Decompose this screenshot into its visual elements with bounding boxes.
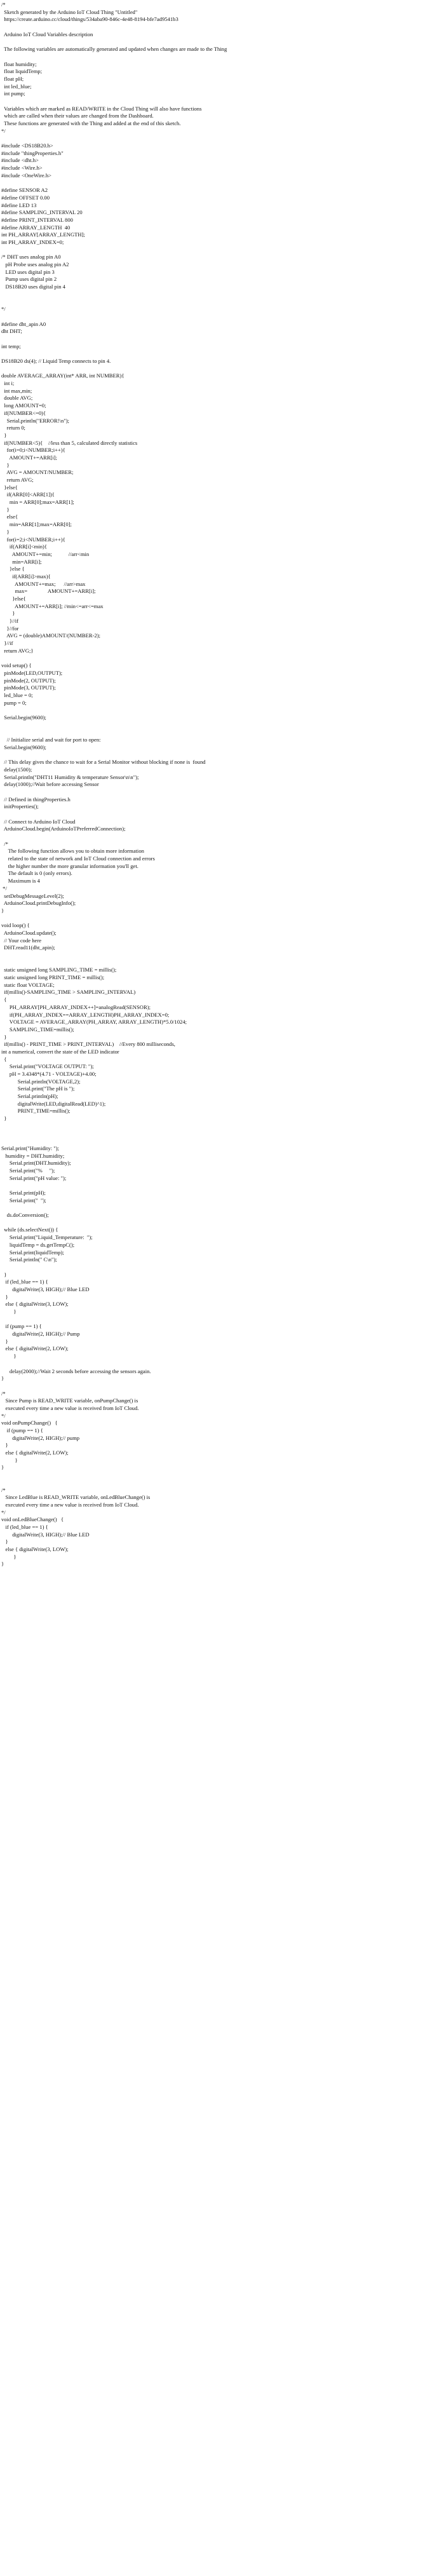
code-line: int PH_ARRAY[ARRAY_LENGTH]; — [1, 231, 85, 238]
code-line: } — [1, 1561, 4, 1568]
code-line: The default is 0 (only errors). — [1, 870, 72, 877]
code-line: #include "thingProperties.h" — [1, 149, 64, 156]
code-line: // Initialize serial and wait for port to open: — [1, 736, 101, 743]
code-line: // Connect to Arduino IoT Cloud — [1, 818, 76, 825]
code-line: */ — [1, 1508, 6, 1515]
code-line: } — [1, 1442, 8, 1449]
code-line: } — [1, 431, 7, 438]
code-line: else{ — [1, 513, 18, 520]
code-line: DS18B20 uses digital pin 4 — [1, 283, 65, 290]
code-line: #define LED 13 — [1, 201, 37, 208]
code-line: }else{ — [1, 484, 18, 491]
code-line: else { digitalWrite(2, LOW); — [1, 1449, 69, 1456]
code-line: if(NUMBER<5){ //less than 5, calculated directly statistics — [1, 439, 138, 446]
code-line: Serial.print(liquidTemp); — [1, 1249, 64, 1256]
code-line: AMOUNT+=max; //arr>max — [1, 580, 86, 587]
code-line: if(millis()-SAMPLING_TIME > SAMPLING_INTERVAL) — [1, 989, 136, 996]
code-line: #define OFFSET 0.00 — [1, 194, 50, 201]
code-line: } — [1, 1456, 18, 1463]
code-line: if(PH_ARRAY_INDEX==ARRAY_LENGTH)PH_ARRAY_INDEX=0; — [1, 1011, 170, 1018]
code-line: ds.doConversion(); — [1, 1212, 49, 1219]
code-line — [1, 707, 430, 714]
code-line — [1, 789, 430, 796]
code-line — [1, 350, 430, 358]
code-line: AVG = AMOUNT/NUMBER; — [1, 469, 74, 476]
code-line: // Defined in thingProperties.h — [1, 796, 71, 803]
code-line — [1, 38, 430, 46]
code-line — [1, 1219, 430, 1227]
code-line: { — [1, 1055, 7, 1062]
code-line: else { digitalWrite(2, LOW); — [1, 1345, 69, 1352]
code-line — [1, 959, 430, 967]
code-line: float pH; — [1, 75, 24, 82]
code-line: These functions are generated with the Thing and added at the end of this sketch. — [1, 120, 181, 126]
code-line: static unsigned long SAMPLING_TIME = millis(); — [1, 966, 117, 973]
code-line: Serial.print("pH value: "); — [1, 1174, 67, 1181]
code-line: Serial.begin(9600); — [1, 714, 46, 721]
code-line: setDebugMessageLevel(2); — [1, 892, 64, 899]
code-line: AMOUNT+=ARR[i]; — [1, 454, 57, 461]
code-line: } — [1, 528, 10, 535]
code-line: min=ARR[1];max=ARR[0]; — [1, 521, 72, 528]
code-line: Serial.println("DHT11 Humidity & temperature Sensor\n\n"); — [1, 773, 139, 780]
code-line: Variables which are marked as READ/WRITE in the Cloud Thing will also have functions — [1, 105, 202, 112]
code-line: if(ARR[i]>max){ — [1, 573, 51, 580]
code-line: } — [1, 1375, 4, 1382]
code-line: else { digitalWrite(3, LOW); — [1, 1546, 69, 1552]
code-line: double AVG; — [1, 395, 33, 402]
code-line: void setup() { — [1, 662, 32, 669]
code-line — [1, 1130, 430, 1138]
code-line: Serial.print(" "); — [1, 1196, 46, 1203]
code-line: Serial.println("ERROR!\n"); — [1, 417, 70, 424]
code-line: if (pump == 1) { — [1, 1323, 42, 1330]
code-line: https://create.arduino.cc/cloud/things/534aba90-846c-4e48-8194-bfe7ad9541b3 — [1, 16, 178, 23]
code-line: pH = 3.4348*(4.71 - VOLTAGE)+4.00; — [1, 1071, 97, 1077]
code-line — [1, 1383, 430, 1390]
code-line: Since LedBlue is READ_WRITE variable, onLedBlueChange() is — [1, 1494, 151, 1501]
code-line: /* — [1, 1486, 6, 1493]
code-line: pump = 0; — [1, 699, 27, 706]
code-line: VOLTAGE = AVERAGE_ARRAY(PH_ARRAY, ARRAY_LENGTH)*5.0/1024; — [1, 1019, 187, 1026]
code-line: The following function allows you to obtain more information — [1, 848, 144, 855]
code-line: } — [1, 1293, 8, 1300]
code-line: */ — [1, 885, 7, 891]
code-line: } — [1, 610, 15, 617]
code-line: min = ARR[0];max=ARR[1]; — [1, 499, 74, 506]
code-line: pinMode(2, OUTPUT); — [1, 677, 56, 684]
code-line: Serial.begin(9600); — [1, 743, 46, 750]
code-line: Serial.print(DHT.humidity); — [1, 1160, 71, 1167]
code-line: void onLedBlueChange() { — [1, 1516, 64, 1523]
code-line: double AVERAGE_ARRAY(int* ARR, int NUMBER){ — [1, 372, 124, 379]
code-line: } — [1, 1338, 8, 1345]
code-line: Serial.print("Humidity: "); — [1, 1144, 60, 1151]
sketch-source-code — [1, 1, 430, 1568]
code-line — [1, 98, 430, 105]
code-line: } — [1, 1271, 7, 1278]
code-line: }else { — [1, 566, 25, 573]
code-line: #define ARRAY_LENGTH 40 — [1, 224, 71, 231]
code-line: SAMPLING_TIME=millis(); — [1, 1026, 74, 1033]
code-line: int PH_ARRAY_INDEX=0; — [1, 239, 64, 245]
code-line: return 0; — [1, 424, 25, 431]
code-line: static float VOLTAGE; — [1, 981, 55, 988]
code-line: int pump; — [1, 90, 25, 97]
code-line: while (ds.selectNext()) { — [1, 1226, 58, 1233]
code-line — [1, 365, 430, 373]
code-line: Serial.print("Liquid_Temperature: "); — [1, 1234, 93, 1241]
code-line: the higher number the more granular information you'll get. — [1, 862, 138, 869]
code-line: which are called when their values are changed from the Dashboard. — [1, 112, 154, 119]
code-line — [1, 1182, 430, 1190]
code-line: executed every time a new value is received from IoT Cloud. — [1, 1404, 139, 1411]
code-line: AMOUNT+=ARR[i]; //min<=arr<=max — [1, 602, 104, 609]
code-line: */ — [1, 127, 6, 134]
code-line — [1, 247, 430, 254]
code-line: return AVG;} — [1, 647, 34, 654]
code-line: digitalWrite(3, HIGH);// Blue LED — [1, 1285, 90, 1292]
code-line: delay(2000);//Wait 2 seconds before accessing the sensors again. — [1, 1367, 151, 1374]
code-line — [1, 313, 430, 321]
code-line: /* — [1, 1, 6, 8]
code-line: digitalWrite(LED,digitalRead(LED)^1); — [1, 1100, 106, 1107]
code-line: for(i=0;i<NUMBER;i++){ — [1, 447, 65, 454]
code-line: // This delay gives the chance to wait for a Serial Monitor without blocking if none is found — [1, 759, 206, 766]
code-line: if(NUMBER<=0){ — [1, 409, 46, 416]
code-line: #include <DS18B20.h> — [1, 142, 53, 149]
code-line: }else{ — [1, 595, 26, 602]
code-line: pinMode(3, OUTPUT); — [1, 684, 56, 691]
code-line: } — [1, 1308, 17, 1315]
code-line: #define SAMPLING_INTERVAL 20 — [1, 209, 83, 216]
code-line: int max,min; — [1, 387, 32, 394]
code-line: Serial.println(VOLTAGE,2); — [1, 1078, 81, 1085]
code-line: AVG = (double)AMOUNT/(NUMBER-2); — [1, 632, 101, 639]
code-line: Serial.print(pH); — [1, 1190, 46, 1196]
code-line — [1, 915, 430, 923]
code-line: Serial.println(" C\n"); — [1, 1256, 57, 1263]
code-line: digitalWrite(2, HIGH);// pump — [1, 1434, 80, 1441]
code-line: max= AMOUNT+=ARR[i]; — [1, 588, 96, 595]
code-line — [1, 53, 430, 61]
code-line: if(ARR[0]<ARR[1]){ — [1, 491, 55, 498]
code-line — [1, 1360, 430, 1368]
code-line — [1, 751, 430, 759]
code-line: Maximum is 4 — [1, 878, 40, 885]
code-line: delay(1500); — [1, 766, 32, 773]
code-line: #define dht_apin A0 — [1, 320, 46, 327]
code-line — [1, 655, 430, 663]
code-line: DS18B20 ds(4); // Liquid Temp connects to pin 4. — [1, 358, 111, 364]
code-line — [1, 1472, 430, 1479]
code-line: } — [1, 1464, 4, 1471]
code-line: PH_ARRAY[PH_ARRAY_INDEX++]=analogRead(SENSOR); — [1, 1003, 151, 1010]
code-line: float liquidTemp; — [1, 68, 43, 75]
code-line — [1, 1479, 430, 1487]
code-line — [1, 135, 430, 142]
code-line: */ — [1, 306, 6, 313]
code-line — [1, 291, 430, 299]
code-line: LED uses digital pin 3 — [1, 268, 55, 275]
code-line: void onPumpChange() { — [1, 1420, 58, 1427]
code-line: #define PRINT_INTERVAL 800 — [1, 216, 73, 223]
code-line: return AVG; — [1, 477, 34, 483]
code-line: AMOUNT+=min; //arr<min — [1, 550, 90, 557]
code-line: if(ARR[i]<min){ — [1, 543, 47, 550]
code-line: related to the state of network and IoT Cloud connection and errors — [1, 855, 155, 862]
code-line — [1, 180, 430, 187]
code-line: } — [1, 1353, 17, 1360]
code-line: Serial.print("VOLTAGE OUTPUT: "); — [1, 1063, 94, 1070]
code-line: long AMOUNT=0; — [1, 402, 46, 409]
code-line: void loop() { — [1, 922, 30, 929]
code-line: dht DHT; — [1, 328, 22, 335]
code-line: } — [1, 1553, 17, 1560]
code-line: int a numerical, convert the state of the LED indicator — [1, 1048, 119, 1055]
code-line: Serial.println(pH); — [1, 1093, 58, 1100]
code-line — [1, 1316, 430, 1324]
code-line — [1, 952, 430, 959]
code-line: led_blue = 0; — [1, 691, 33, 698]
code-line: } — [1, 506, 10, 513]
code-line: } — [1, 1538, 8, 1545]
code-line: digitalWrite(3, HIGH);// Blue LED — [1, 1531, 90, 1538]
code-line — [1, 722, 430, 729]
code-line: */ — [1, 1412, 6, 1419]
code-line: } — [1, 907, 4, 914]
code-line: ArduinoCloud.update(); — [1, 929, 57, 936]
code-line: int led_blue; — [1, 83, 32, 90]
code-line: { — [1, 996, 7, 1003]
code-line: initProperties(); — [1, 803, 39, 810]
code-line: delay(1000);//Wait before accessing Sensor — [1, 781, 99, 788]
code-line: /* — [1, 1390, 6, 1397]
code-line: #include <Wire.h> — [1, 165, 43, 172]
code-line: #define SENSOR A2 — [1, 187, 48, 194]
code-line: DHT.read11(dht_apin); — [1, 944, 55, 951]
code-line: liquidTemp = ds.getTempC(); — [1, 1241, 75, 1248]
code-line: } — [1, 1115, 7, 1122]
code-line: if (pump == 1) { — [1, 1427, 43, 1434]
code-line — [1, 24, 430, 31]
code-line — [1, 1204, 430, 1212]
code-line: }//if — [1, 640, 13, 647]
code-line — [1, 1264, 430, 1271]
code-line: else { digitalWrite(3, LOW); — [1, 1301, 69, 1308]
code-line: pinMode(LED,OUTPUT); — [1, 669, 63, 676]
code-line: /* DHT uses analog pin A0 — [1, 254, 61, 261]
code-line: Pump uses digital pin 2 — [1, 276, 57, 283]
code-line: Since Pump is READ_WRITE variable, onPumpChange() is — [1, 1397, 138, 1404]
code-line: float humidity; — [1, 60, 37, 67]
code-line: if (led_blue == 1) { — [1, 1523, 48, 1530]
code-line: static unsigned long PRINT_TIME = millis(); — [1, 974, 105, 981]
code-line: The following variables are automatically generated and updated when changes are made to the Thing — [1, 46, 227, 53]
code-line — [1, 811, 430, 818]
code-line: digitalWrite(2, HIGH);// Pump — [1, 1331, 80, 1338]
code-line: for(i=2;i<NUMBER;i++){ — [1, 536, 65, 543]
code-line: if(millis() - PRINT_TIME > PRINT_INTERVAL) //Every 800 milliseconds, — [1, 1041, 175, 1048]
code-line: /* — [1, 840, 8, 847]
code-line: Serial.print("% "); — [1, 1167, 55, 1174]
code-line: #include <dht.h> — [1, 157, 39, 164]
code-line — [1, 833, 430, 841]
code-line: if (led_blue == 1) { — [1, 1278, 48, 1285]
code-line: PRINT_TIME=millis(); — [1, 1108, 71, 1115]
code-line: Sketch generated by the Arduino IoT Cloud Thing "Untitled" — [1, 8, 138, 15]
code-line: min=ARR[i]; — [1, 558, 42, 565]
code-line: ArduinoCloud.printDebugInfo(); — [1, 900, 76, 907]
code-line: // Your code here — [1, 937, 42, 944]
code-line: ArduinoCloud.begin(ArduinoIoTPreferredConnection); — [1, 825, 126, 832]
code-line — [1, 1123, 430, 1130]
code-line — [1, 299, 430, 306]
code-line: }//if — [1, 618, 19, 625]
code-line: }//for — [1, 625, 19, 632]
code-line: Serial.print("The pH is "); — [1, 1085, 75, 1092]
code-line: pH Probe uses analog pin A2 — [1, 261, 69, 268]
code-line — [1, 1137, 430, 1145]
code-line: int temp; — [1, 342, 21, 349]
code-line — [1, 336, 430, 343]
code-line: #include <OneWire.h> — [1, 172, 52, 179]
code-line — [1, 729, 430, 736]
code-line: } — [1, 1033, 7, 1040]
code-line: int i; — [1, 380, 15, 387]
code-line: humidity = DHT.humidity; — [1, 1152, 65, 1159]
code-line: Arduino IoT Cloud Variables description — [1, 31, 93, 37]
code-line: executed every time a new value is received from IoT Cloud. — [1, 1501, 139, 1508]
code-line: } — [1, 461, 10, 468]
